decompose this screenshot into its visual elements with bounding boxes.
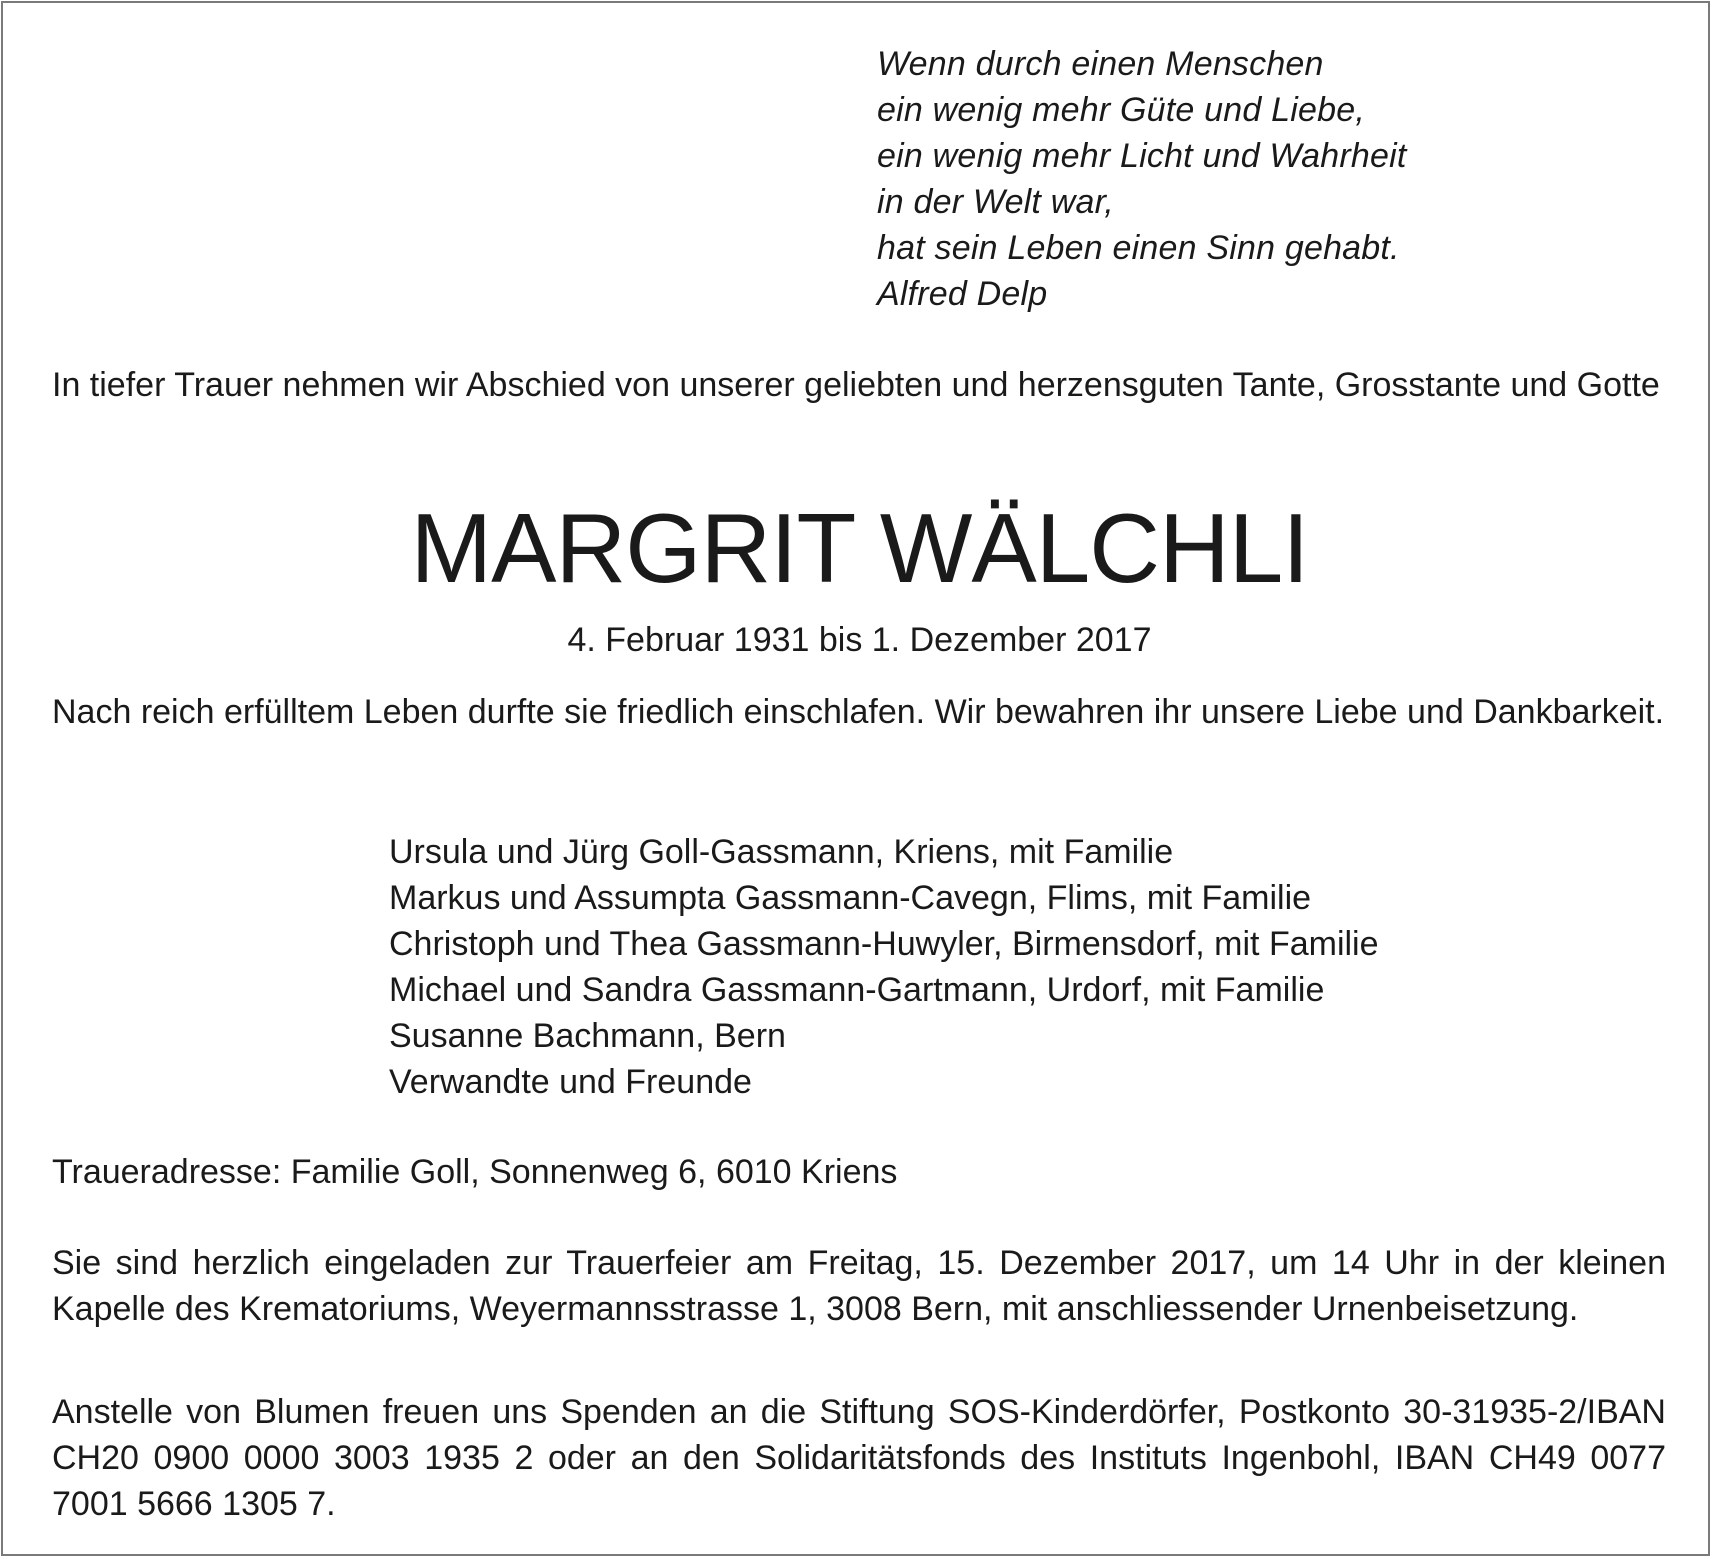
mourner-entry: Markus und Assumpta Gassmann-Cavegn, Flims, mit Familie xyxy=(389,879,1312,917)
donations-paragraph: Anstelle von Blumen freuen uns Spenden an die Stiftung SOS-Kinderdörfer, Postkonto 30-31935-2/IBAN CH20 0900 0000 3003 1935 2 oder an den Solidaritätsfonds des Instituts Ingenbohl, IBAN CH49 0077 7001 5666 1305 7. xyxy=(52,1393,1666,1523)
deceased-name: MARGRIT WÄLCHLI xyxy=(410,493,1309,603)
mourning-address: Traueradresse: Familie Goll, Sonnenweg 6, 6010 Kriens xyxy=(52,1153,898,1191)
mourner-entry: Christoph und Thea Gassmann-Huwyler, Birmensdorf, mit Familie xyxy=(389,925,1379,963)
life-dates: 4. Februar 1931 bis 1. Dezember 2017 xyxy=(567,621,1152,659)
quote-line: ein wenig mehr Güte und Liebe, xyxy=(877,91,1365,129)
intro-paragraph: In tiefer Trauer nehmen wir Abschied von unserer geliebten und herzensguten Tante, Grosstante und Gotte xyxy=(52,366,1660,404)
epigraph-quote xyxy=(877,41,1406,317)
quote-line: hat sein Leben einen Sinn gehabt. xyxy=(877,229,1400,267)
mourner-entry: Verwandte und Freunde xyxy=(389,1063,752,1101)
closing-paragraph: Nach reich erfülltem Leben durfte sie friedlich einschlafen. Wir bewahren ihr unsere Liebe und Dankbarkeit. xyxy=(52,693,1665,731)
mourners-list xyxy=(389,829,1379,1105)
quote-line: ein wenig mehr Licht und Wahrheit xyxy=(877,137,1407,175)
ceremony-paragraph: Sie sind herzlich eingeladen zur Trauerfeier am Freitag, 15. Dezember 2017, um 14 Uhr in der kleinen Kapelle des Krematoriums, Weyermannsstrasse 1, 3008 Bern, mit anschliessender Urnenbeisetzung. xyxy=(52,1244,1666,1328)
quote-line: Wenn durch einen Menschen xyxy=(877,45,1324,83)
mourner-entry: Ursula und Jürg Goll-Gassmann, Kriens, mit Familie xyxy=(389,833,1174,871)
mourner-entry: Michael und Sandra Gassmann-Gartmann, Urdorf, mit Familie xyxy=(389,971,1325,1009)
quote-line: in der Welt war, xyxy=(877,183,1114,221)
mourner-entry: Susanne Bachmann, Bern xyxy=(389,1017,786,1055)
obituary-notice xyxy=(1,1,1710,1556)
quote-author: Alfred Delp xyxy=(877,275,1048,313)
